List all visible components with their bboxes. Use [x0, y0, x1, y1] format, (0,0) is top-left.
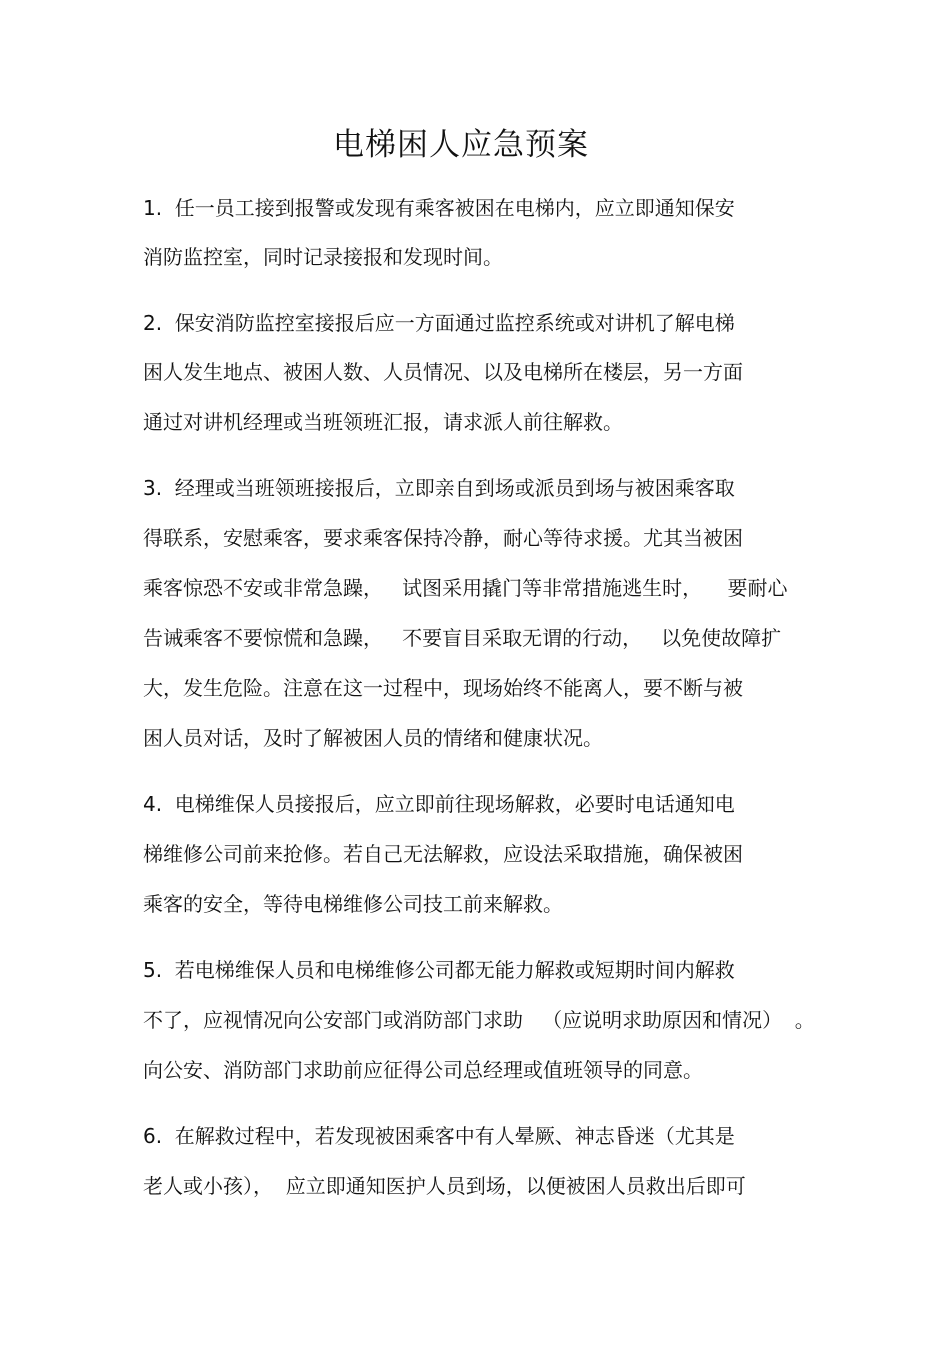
paragraph-2-line-1: 2. 保安消防监控室接报后应一方面通过监控系统或对讲机了解电梯: [143, 311, 735, 335]
paragraph-6-line-1: 6. 在解救过程中，若发现被困乘客中有人晕厥、神志昏迷（尤其是: [143, 1124, 735, 1148]
paragraph-4-line-2: 梯维修公司前来抢修。若自己无法解救，应设法采取措施，确保被困: [143, 842, 743, 866]
paragraph-5-line-3: 向公安、消防部门求助前应征得公司总经理或值班领导的同意。: [143, 1058, 703, 1082]
paragraph-3-line-3: 乘客惊恐不安或非常急躁， 试图采用撬门等非常措施逃生时， 要耐心: [143, 576, 788, 600]
paragraph-2-line-3: 通过对讲机经理或当班领班汇报，请求派人前往解救。: [143, 410, 623, 434]
paragraph-2-line-2: 困人发生地点、被困人数、人员情况、以及电梯所在楼层，另一方面: [143, 360, 743, 384]
page-title: 电梯困人应急预案: [333, 127, 589, 163]
paragraph-1-line-2: 消防监控室，同时记录接报和发现时间。: [143, 245, 503, 269]
paragraph-4-line-1: 4. 电梯维保人员接报后，应立即前往现场解救，必要时电话通知电: [143, 792, 735, 816]
paragraph-3-line-6: 困人员对话，及时了解被困人员的情绪和健康状况。: [143, 726, 603, 750]
paragraph-5-line-1: 5. 若电梯维保人员和电梯维修公司都无能力解救或短期时间内解救: [143, 958, 735, 982]
paragraph-3-line-5: 大，发生危险。注意在这一过程中，现场始终不能离人，要不断与被: [143, 676, 743, 700]
paragraph-5-line-2: 不了，应视情况向公安部门或消防部门求助 （应说明求助原因和情况） 。: [143, 1008, 815, 1032]
paragraph-4-line-3: 乘客的安全，等待电梯维修公司技工前来解救。: [143, 892, 563, 916]
paragraph-1-line-1: 1. 任一员工接到报警或发现有乘客被困在电梯内，应立即通知保安: [143, 196, 735, 220]
paragraph-3-line-4: 告诫乘客不要惊慌和急躁， 不要盲目采取无谓的行动， 以免使故障扩: [143, 626, 782, 650]
paragraph-3-line-2: 得联系，安慰乘客，要求乘客保持冷静，耐心等待求援。尤其当被困: [143, 526, 743, 550]
paragraph-6-line-2: 老人或小孩）， 应立即通知医护人员到场，以便被困人员救出后即可: [143, 1174, 746, 1198]
paragraph-3-line-1: 3. 经理或当班领班接报后，立即亲自到场或派员到场与被困乘客取: [143, 476, 735, 500]
